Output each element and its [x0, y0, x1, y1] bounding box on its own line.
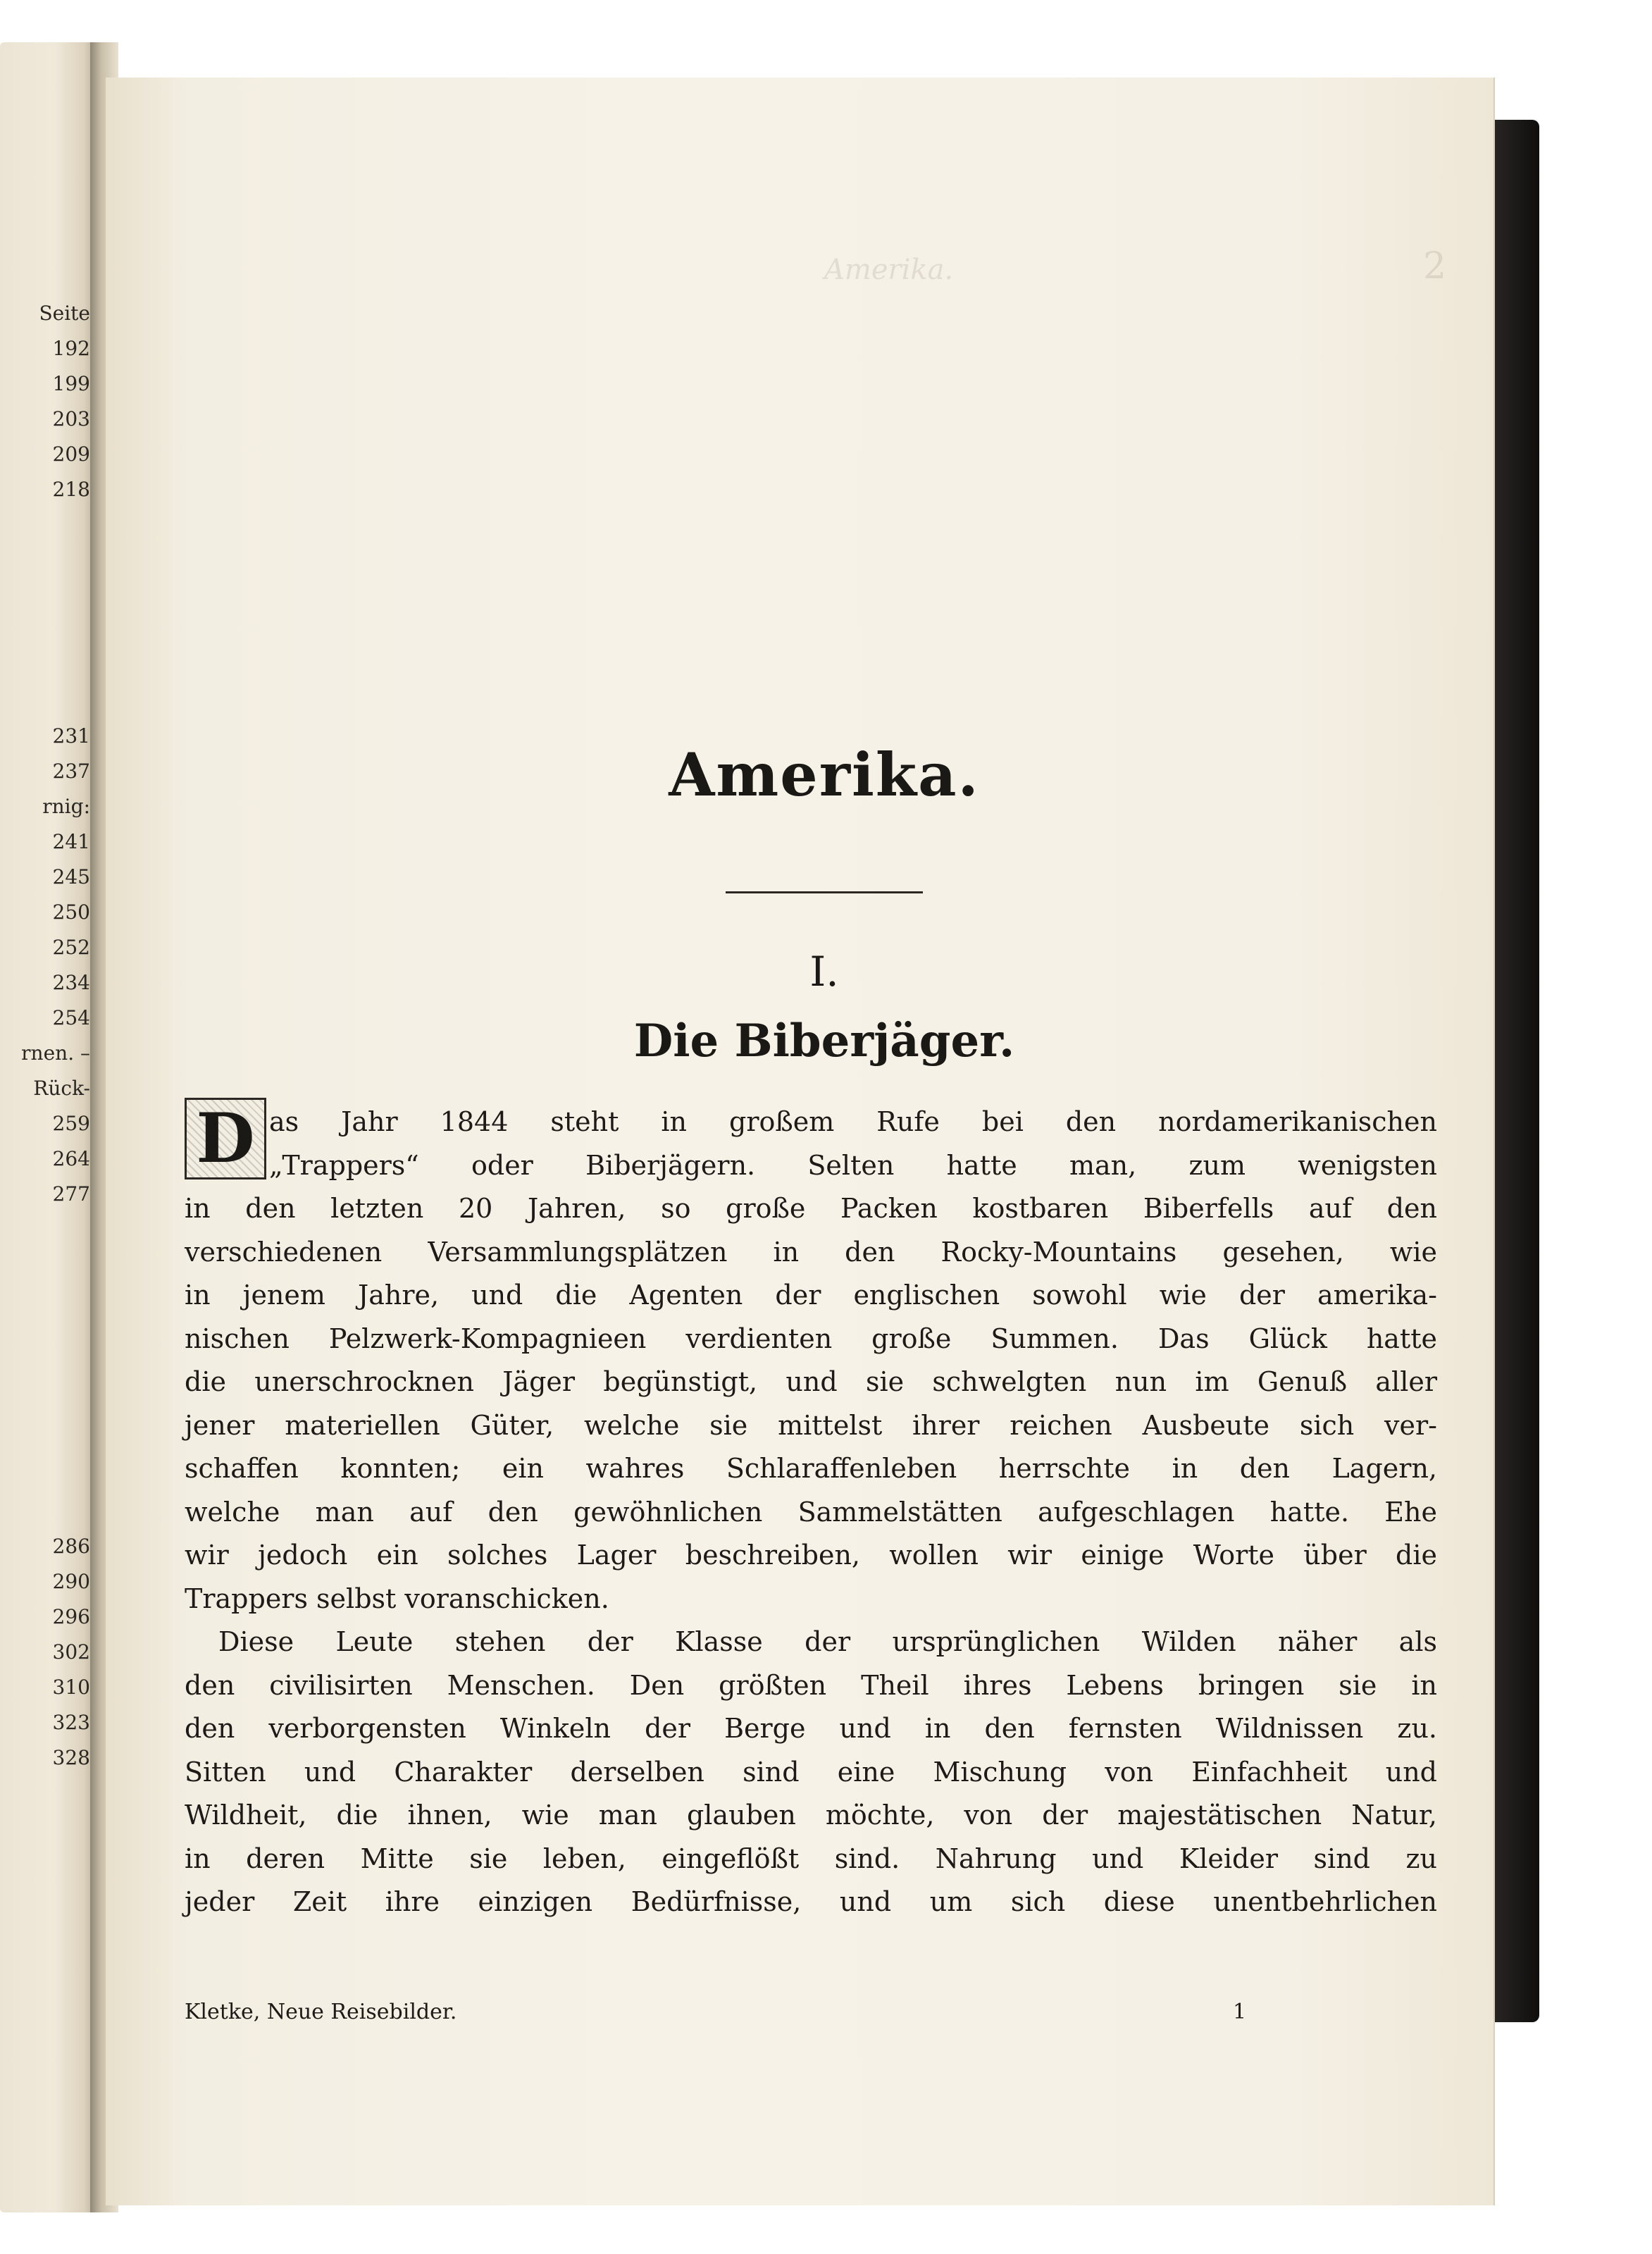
toc-entry: 237 — [52, 760, 90, 783]
toc-entry: 192 — [52, 337, 90, 360]
text-line: den civilisirten Menschen. Den größten Theil ihres Lebens bringen sie in — [185, 1669, 1437, 1701]
toc-entry: rnen. – — [21, 1041, 90, 1065]
toc-entry: 286 — [52, 1535, 90, 1558]
toc-entry: 199 — [52, 372, 90, 395]
book-page — [106, 78, 1493, 2205]
text-line: in deren Mitte sie leben, eingeflößt sind. Nahrung und Kleider sind zu — [185, 1843, 1437, 1874]
toc-entry — [0, 683, 90, 719]
text-line: as Jahr 1844 steht in großem Rufe bei den nordamerikanischen — [269, 1106, 1437, 1137]
previous-page — [0, 42, 99, 2212]
text-line: Wildheit, die ihnen, wie man glauben möchte, von der majestätischen Natur, — [185, 1800, 1437, 1831]
toc-entry: 277 — [52, 1182, 90, 1206]
toc-entry — [0, 1353, 90, 1388]
toc-entry — [0, 648, 90, 683]
toc-entry: 310 — [52, 1676, 90, 1699]
toc-entry: 264 — [52, 1147, 90, 1170]
show-through-page-number: 2 — [1423, 245, 1447, 287]
toc-entry — [0, 1318, 90, 1353]
text-line: Trappers selbst voranschicken. — [185, 1583, 609, 1614]
toc-entry — [0, 543, 90, 578]
toc-entry — [0, 1494, 90, 1529]
text-line: schaffen konnten; ein wahres Schlaraffenleben herrschte in den Lagern, — [185, 1453, 1437, 1484]
toc-entry: 218 — [52, 478, 90, 501]
text-line: den verborgensten Winkeln der Berge und in den fernsten Wildnissen zu. — [185, 1713, 1437, 1744]
toc-entry: 254 — [52, 1006, 90, 1029]
toc-entry: 296 — [52, 1605, 90, 1628]
section-number: I. — [809, 948, 839, 996]
table-of-contents-fragment — [0, 296, 90, 1776]
text-line: verschiedenen Versammlungsplätzen in den Rocky-Mountains gesehen, wie — [185, 1236, 1437, 1268]
toc-entry — [0, 1423, 90, 1459]
toc-entry: 250 — [52, 900, 90, 924]
toc-entry: rnig: — [42, 795, 90, 818]
toc-entry — [0, 1247, 90, 1282]
toc-entry — [0, 1282, 90, 1318]
toc-entry: 252 — [52, 936, 90, 959]
toc-entry: 241 — [52, 830, 90, 853]
toc-entry — [0, 1459, 90, 1494]
toc-entry: 259 — [52, 1112, 90, 1135]
footer-sheet-number: 1 — [1233, 2000, 1247, 2024]
toc-entry — [0, 1388, 90, 1423]
footer-signature: Kletke, Neue Reisebilder. — [185, 2000, 457, 2024]
toc-entry — [0, 613, 90, 648]
toc-entry: 234 — [52, 971, 90, 994]
toc-entry: 231 — [52, 724, 90, 748]
text-line: die unerschrocknen Jäger begünstigt, und sie schwelgten nun im Genuß aller — [185, 1366, 1437, 1397]
toc-entry — [0, 507, 90, 543]
text-line: jener materiellen Güter, welche sie mittelst ihrer reichen Ausbeute sich ver- — [185, 1409, 1437, 1441]
text-line: welche man auf den gewöhnlichen Sammelstätten aufgeschlagen hatte. Ehe — [185, 1496, 1437, 1528]
toc-entry: 323 — [52, 1711, 90, 1734]
toc-seite-label: Seite — [39, 302, 90, 325]
book-cover-edge — [1490, 120, 1539, 2022]
toc-entry: 203 — [52, 407, 90, 431]
title-divider — [726, 891, 923, 893]
text-line: nischen Pelzwerk-Kompagnieen verdienten große Summen. Das Glück hatte — [185, 1323, 1437, 1354]
decorated-initial: D — [185, 1098, 266, 1179]
toc-entry: 302 — [52, 1640, 90, 1664]
text-line: jeder Zeit ihre einzigen Bedürfnisse, und um sich diese unentbehrlichen — [185, 1886, 1437, 1917]
text-line: Sitten und Charakter derselben sind eine Mischung von Einfachheit und — [185, 1756, 1437, 1788]
toc-entry: 209 — [52, 442, 90, 466]
toc-entry: 245 — [52, 865, 90, 888]
page-title: Amerika. — [669, 740, 980, 810]
toc-entry — [0, 1212, 90, 1247]
toc-entry: Rück- — [33, 1077, 90, 1100]
text-line: wir jedoch ein solches Lager beschreiben, wollen wir einige Worte über die — [185, 1540, 1437, 1571]
toc-entry: 328 — [52, 1746, 90, 1769]
toc-entry — [0, 578, 90, 613]
text-line: in jenem Jahre, und die Agenten der englischen sowohl wie der amerika- — [185, 1280, 1437, 1311]
body-text — [185, 1101, 1437, 1924]
text-line: „Trappers“ oder Biberjägern. Selten hatte man, zum wenigsten — [269, 1149, 1437, 1181]
chapter-title: Die Biberjäger. — [633, 1015, 1015, 1067]
show-through-running-head: Amerika. — [824, 254, 954, 286]
toc-entry: 290 — [52, 1570, 90, 1593]
text-line: Diese Leute stehen der Klasse der ursprünglichen Wilden näher als — [218, 1626, 1437, 1657]
text-line: in den letzten 20 Jahren, so große Packen kostbaren Biberfells auf den — [185, 1193, 1437, 1224]
